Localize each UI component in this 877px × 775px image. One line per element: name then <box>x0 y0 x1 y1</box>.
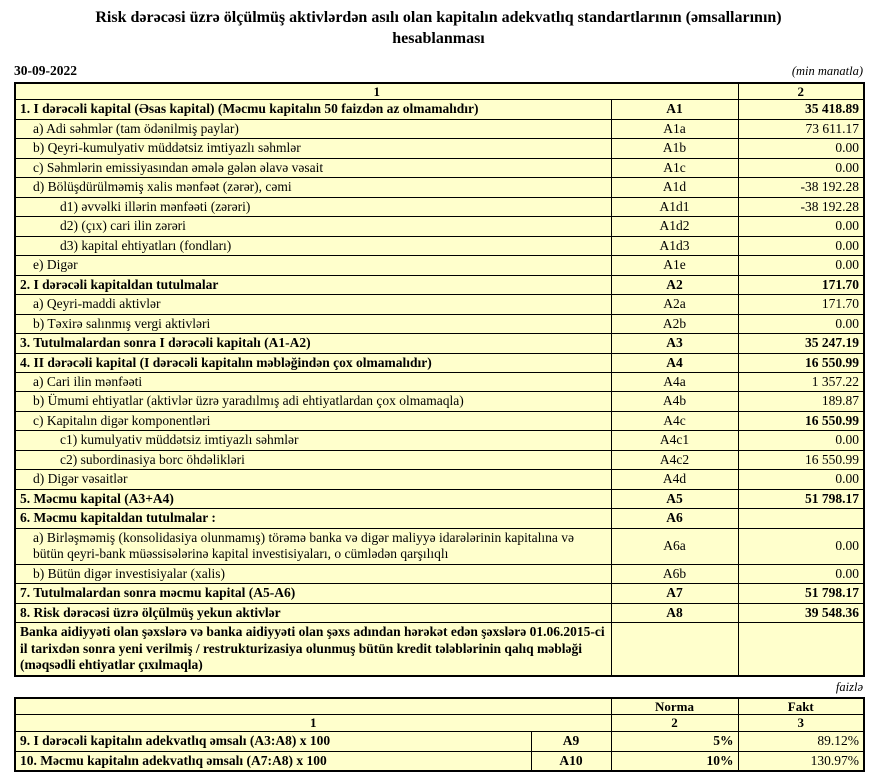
row-label: d2) (çıx) cari ilin zərəri <box>15 217 611 236</box>
fakt-column-header: Fakt <box>738 698 864 715</box>
report-date: 30-09-2022 <box>14 62 77 78</box>
row-label: b) Təxirə salınmış vergi aktivləri <box>15 314 611 333</box>
row-code: A6 <box>611 509 738 528</box>
row-code: A5 <box>611 489 738 508</box>
capital-table-row <box>15 450 864 469</box>
ratio-colnum-row <box>15 715 864 732</box>
row-label: a) Cari ilin mənfəəti <box>15 373 611 392</box>
row-norma-value: 10% <box>611 751 738 771</box>
capital-table-row <box>15 392 864 411</box>
capital-table-row <box>15 623 864 676</box>
row-code: A4c2 <box>611 450 738 469</box>
capital-table-row <box>15 411 864 430</box>
capital-table-row <box>15 217 864 236</box>
ratio-header-empty-cell <box>15 698 611 715</box>
row-label: b) Ümumi ehtiyatlar (aktivlər üzrə yaradılmış adi ehtiyatlardan çox olmamaqla) <box>15 392 611 411</box>
capital-table-row <box>15 256 864 275</box>
row-code: A4d <box>611 470 738 489</box>
row-code: A1a <box>611 119 738 138</box>
capital-table-row <box>15 334 864 353</box>
row-value: 16 550.99 <box>738 353 864 372</box>
row-code: A1 <box>611 100 738 119</box>
ratio-table-row <box>15 751 864 771</box>
row-value: 35 247.19 <box>738 334 864 353</box>
row-value: 0.00 <box>738 431 864 450</box>
row-label: e) Digər <box>15 256 611 275</box>
capital-table-row <box>15 139 864 158</box>
capital-table-row <box>15 584 864 603</box>
row-code: A2b <box>611 314 738 333</box>
unit-note: (min manatla) <box>791 63 863 78</box>
row-code: A1d1 <box>611 197 738 216</box>
row-value: 0.00 <box>738 256 864 275</box>
row-value: 51 798.17 <box>738 584 864 603</box>
row-value: 171.70 <box>738 295 864 314</box>
capital-table-row <box>15 236 864 255</box>
capital-table-row <box>15 373 864 392</box>
row-code: A1d3 <box>611 236 738 255</box>
capital-table-row <box>15 489 864 508</box>
row-code: A8 <box>611 603 738 622</box>
capital-table-row <box>15 275 864 294</box>
ratio-header-row <box>15 698 864 715</box>
row-value: 0.00 <box>738 314 864 333</box>
row-value: 51 798.17 <box>738 489 864 508</box>
row-code: A4b <box>611 392 738 411</box>
row-label: a) Qeyri-maddi aktivlər <box>15 295 611 314</box>
capital-table-row <box>15 158 864 177</box>
row-value: 0.00 <box>738 564 864 583</box>
meta-row <box>14 63 863 79</box>
capital-table-row <box>15 470 864 489</box>
row-code: A1c <box>611 158 738 177</box>
capital-col-header-2: 2 <box>738 83 864 100</box>
row-label: 7. Tutulmalardan sonra məcmu kapital (A5-A6) <box>15 584 611 603</box>
row-value: 0.00 <box>738 139 864 158</box>
row-label: c1) kumulyativ müddətsiz imtiyazlı səhmlər <box>15 431 611 450</box>
ratio-col-header-2: 2 <box>611 715 738 732</box>
ratio-table-body <box>15 698 864 772</box>
row-fakt-value: 130.97% <box>738 751 864 771</box>
row-code: A6b <box>611 564 738 583</box>
capital-table-row <box>15 509 864 528</box>
row-label: d3) kapital ehtiyatları (fondları) <box>15 236 611 255</box>
ratio-col-header-3: 3 <box>738 715 864 732</box>
capital-table-row <box>15 295 864 314</box>
row-label: 3. Tutulmalardan sonra I dərəcəli kapitalı (A1-A2) <box>15 334 611 353</box>
row-code: A4 <box>611 353 738 372</box>
capital-table-row <box>15 178 864 197</box>
capital-column-header-row <box>15 83 864 100</box>
row-label: 8. Risk dərəcəsi üzrə ölçülmüş yekun aktivlər <box>15 603 611 622</box>
row-code: A1e <box>611 256 738 275</box>
row-label: c2) subordinasiya borc öhdəlikləri <box>15 450 611 469</box>
row-code: A1b <box>611 139 738 158</box>
row-value <box>738 623 864 676</box>
capital-col-header-1: 1 <box>15 83 738 100</box>
row-value: 0.00 <box>738 236 864 255</box>
capital-table-row <box>15 564 864 583</box>
capital-table-row <box>15 353 864 372</box>
row-value: 0.00 <box>738 470 864 489</box>
row-value: 0.00 <box>738 158 864 177</box>
row-code: A7 <box>611 584 738 603</box>
row-code: A4a <box>611 373 738 392</box>
capital-table-row <box>15 431 864 450</box>
row-code: A9 <box>531 732 611 751</box>
row-label: d1) əvvəlki illərin mənfəəti (zərəri) <box>15 197 611 216</box>
row-code <box>611 623 738 676</box>
row-label: 6. Məcmu kapitaldan tutulmalar : <box>15 509 611 528</box>
row-label: d) Digər vəsaitlər <box>15 470 611 489</box>
row-code: A6a <box>611 528 738 564</box>
row-code: A4c <box>611 411 738 430</box>
row-label: a) Birləşməmiş (konsolidasiya olunmamış) törəmə banka və digər maliyyə idarələrinin kapitalına və bütün qeyri-bank müəssisələrinə kapital investisiyaları, o cümlədən qarşılıqlı <box>15 528 611 564</box>
percent-note: faizlə <box>835 679 863 694</box>
row-value: 39 548.36 <box>738 603 864 622</box>
row-label: 5. Məcmu kapital (A3+A4) <box>15 489 611 508</box>
row-code: A1d2 <box>611 217 738 236</box>
row-value: 189.87 <box>738 392 864 411</box>
row-code: A2 <box>611 275 738 294</box>
capital-table <box>14 82 865 677</box>
row-value: 1 357.22 <box>738 373 864 392</box>
row-value: 73 611.17 <box>738 119 864 138</box>
row-value: 16 550.99 <box>738 411 864 430</box>
row-code: A4c1 <box>611 431 738 450</box>
title-line-1: Risk dərəcəsi üzrə ölçülmüş aktivlərdən asılı olan kapitalın adekvatlıq standartlarının (əmsallarının) <box>95 9 782 26</box>
row-label: 9. I dərəcəli kapitalın adekvatlıq əmsalı (A3:A8) x 100 <box>15 732 531 751</box>
row-label: b) Bütün digər investisiyalar (xalis) <box>15 564 611 583</box>
row-label: a) Adi səhmlər (tam ödənilmiş paylar) <box>15 119 611 138</box>
row-label: c) Kapitalın digər komponentləri <box>15 411 611 430</box>
row-label: 1. I dərəcəli kapital (Əsas kapital) (Məcmu kapitalın 50 faizdən az olmamalıdır) <box>15 100 611 119</box>
row-value: 35 418.89 <box>738 100 864 119</box>
row-label: 4. II dərəcəli kapital (I dərəcəli kapitalın məbləğindən çox olmamalıdır) <box>15 353 611 372</box>
row-code: A1d <box>611 178 738 197</box>
capital-table-row <box>15 603 864 622</box>
row-label: b) Qeyri-kumulyativ müddətsiz imtiyazlı səhmlər <box>15 139 611 158</box>
row-norma-value: 5% <box>611 732 738 751</box>
row-value: 0.00 <box>738 217 864 236</box>
row-code: A2a <box>611 295 738 314</box>
row-value: -38 192.28 <box>738 197 864 216</box>
row-value: 0.00 <box>738 528 864 564</box>
row-label: c) Səhmlərin emissiyasından əmələ gələn əlavə vəsait <box>15 158 611 177</box>
capital-table-row <box>15 119 864 138</box>
capital-table-row <box>15 197 864 216</box>
row-label: Banka aidiyyəti olan şəxslərə və banka aidiyyəti olan şəxs adından hərəkət edən şəxslərə 01.06.2015-ci il tarixdən sonra yeni verilmiş / restrukturizasiya olunmuş bütün kredit tələblərinin qalıq məbləği (məqsədli ehtiyatlar çıxılmaqla) <box>15 623 611 676</box>
capital-table-row <box>15 314 864 333</box>
capital-table-row <box>15 528 864 564</box>
row-label: d) Bölüşdürülməmiş xalis mənfəət (zərər), cəmi <box>15 178 611 197</box>
norma-column-header: Norma <box>611 698 738 715</box>
row-label: 2. I dərəcəli kapitaldan tutulmalar <box>15 275 611 294</box>
title-line-2: hesablanması <box>392 29 485 47</box>
capital-table-row <box>15 100 864 119</box>
row-value: 16 550.99 <box>738 450 864 469</box>
row-value: -38 192.28 <box>738 178 864 197</box>
page-title <box>14 8 863 50</box>
row-code: A10 <box>531 751 611 771</box>
ratio-table <box>14 697 865 773</box>
row-value: 171.70 <box>738 275 864 294</box>
row-fakt-value: 89.12% <box>738 732 864 751</box>
ratio-col-header-1: 1 <box>15 715 611 732</box>
row-value <box>738 509 864 528</box>
row-label: 10. Məcmu kapitalın adekvatlıq əmsalı (A7:A8) x 100 <box>15 751 531 771</box>
row-code: A3 <box>611 334 738 353</box>
capital-table-body <box>15 83 864 676</box>
ratio-table-row <box>15 732 864 751</box>
